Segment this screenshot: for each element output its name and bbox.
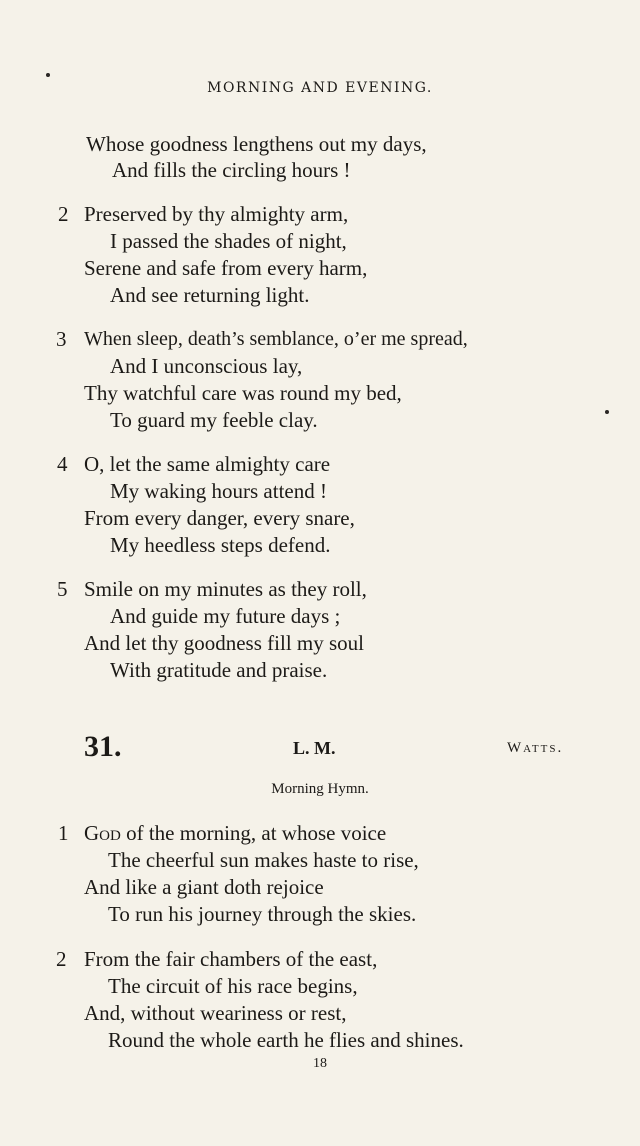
running-header: MORNING AND EVENING.	[207, 80, 433, 96]
verse-line: And like a giant doth rejoice	[84, 875, 324, 899]
stanza-number: 1	[58, 821, 69, 845]
stanza-number: 2	[58, 202, 69, 226]
verse-line: Thy watchful care was round my bed,	[84, 381, 402, 405]
verse-line: From the fair chambers of the east,	[84, 947, 378, 971]
verse-line: And fills the circling hours !	[112, 158, 351, 182]
verse-line: Whose goodness lengthens out my days,	[86, 132, 427, 156]
verse-line: And let thy goodness fill my soul	[84, 631, 364, 655]
stanza-number: 4	[57, 452, 68, 476]
verse-line: When sleep, death’s semblance, o’er me spread,	[84, 328, 468, 350]
verse-line: Preserved by thy almighty arm,	[84, 202, 349, 226]
verse-line: And see returning light.	[110, 283, 310, 307]
verse-line: My heedless steps defend.	[110, 533, 331, 557]
verse-line: And I unconscious lay,	[110, 354, 303, 378]
verse-line: And, without weariness or rest,	[84, 1001, 347, 1025]
verse-line: My waking hours attend !	[110, 479, 327, 503]
margin-dot	[605, 410, 609, 414]
verse-line: The circuit of his race begins,	[108, 974, 358, 998]
verse-line: I passed the shades of night,	[110, 229, 347, 253]
page-number: 18	[313, 1056, 327, 1071]
verse-line: Smile on my minutes as they roll,	[84, 577, 367, 601]
stanza-number: 3	[56, 327, 67, 351]
verse-line: Serene and safe from every harm,	[84, 256, 368, 280]
verse-line: With gratitude and praise.	[110, 658, 328, 682]
verse-line: O, let the same almighty care	[84, 452, 331, 476]
verse-line: Round the whole earth he flies and shines.	[108, 1028, 464, 1052]
margin-dot	[46, 73, 50, 77]
stanza-number: 2	[56, 947, 67, 971]
verse-line: The cheerful sun makes haste to rise,	[108, 848, 419, 872]
small-caps-word: God	[84, 821, 121, 845]
verse-line: And guide my future days ;	[110, 604, 341, 628]
hymn-meter: L. M.	[293, 738, 336, 758]
stanza-number: 5	[57, 577, 68, 601]
verse-line	[84, 820, 386, 846]
hymn-author: Watts.	[507, 740, 564, 756]
verse-line: To guard my feeble clay.	[110, 408, 318, 432]
verse-line: From every danger, every snare,	[84, 506, 355, 530]
hymn-subtitle: Morning Hymn.	[271, 781, 369, 797]
hymn-number: 31.	[84, 730, 122, 763]
verse-line: To run his journey through the skies.	[108, 902, 417, 926]
verse-text: of the morning, at whose voice	[120, 821, 387, 845]
